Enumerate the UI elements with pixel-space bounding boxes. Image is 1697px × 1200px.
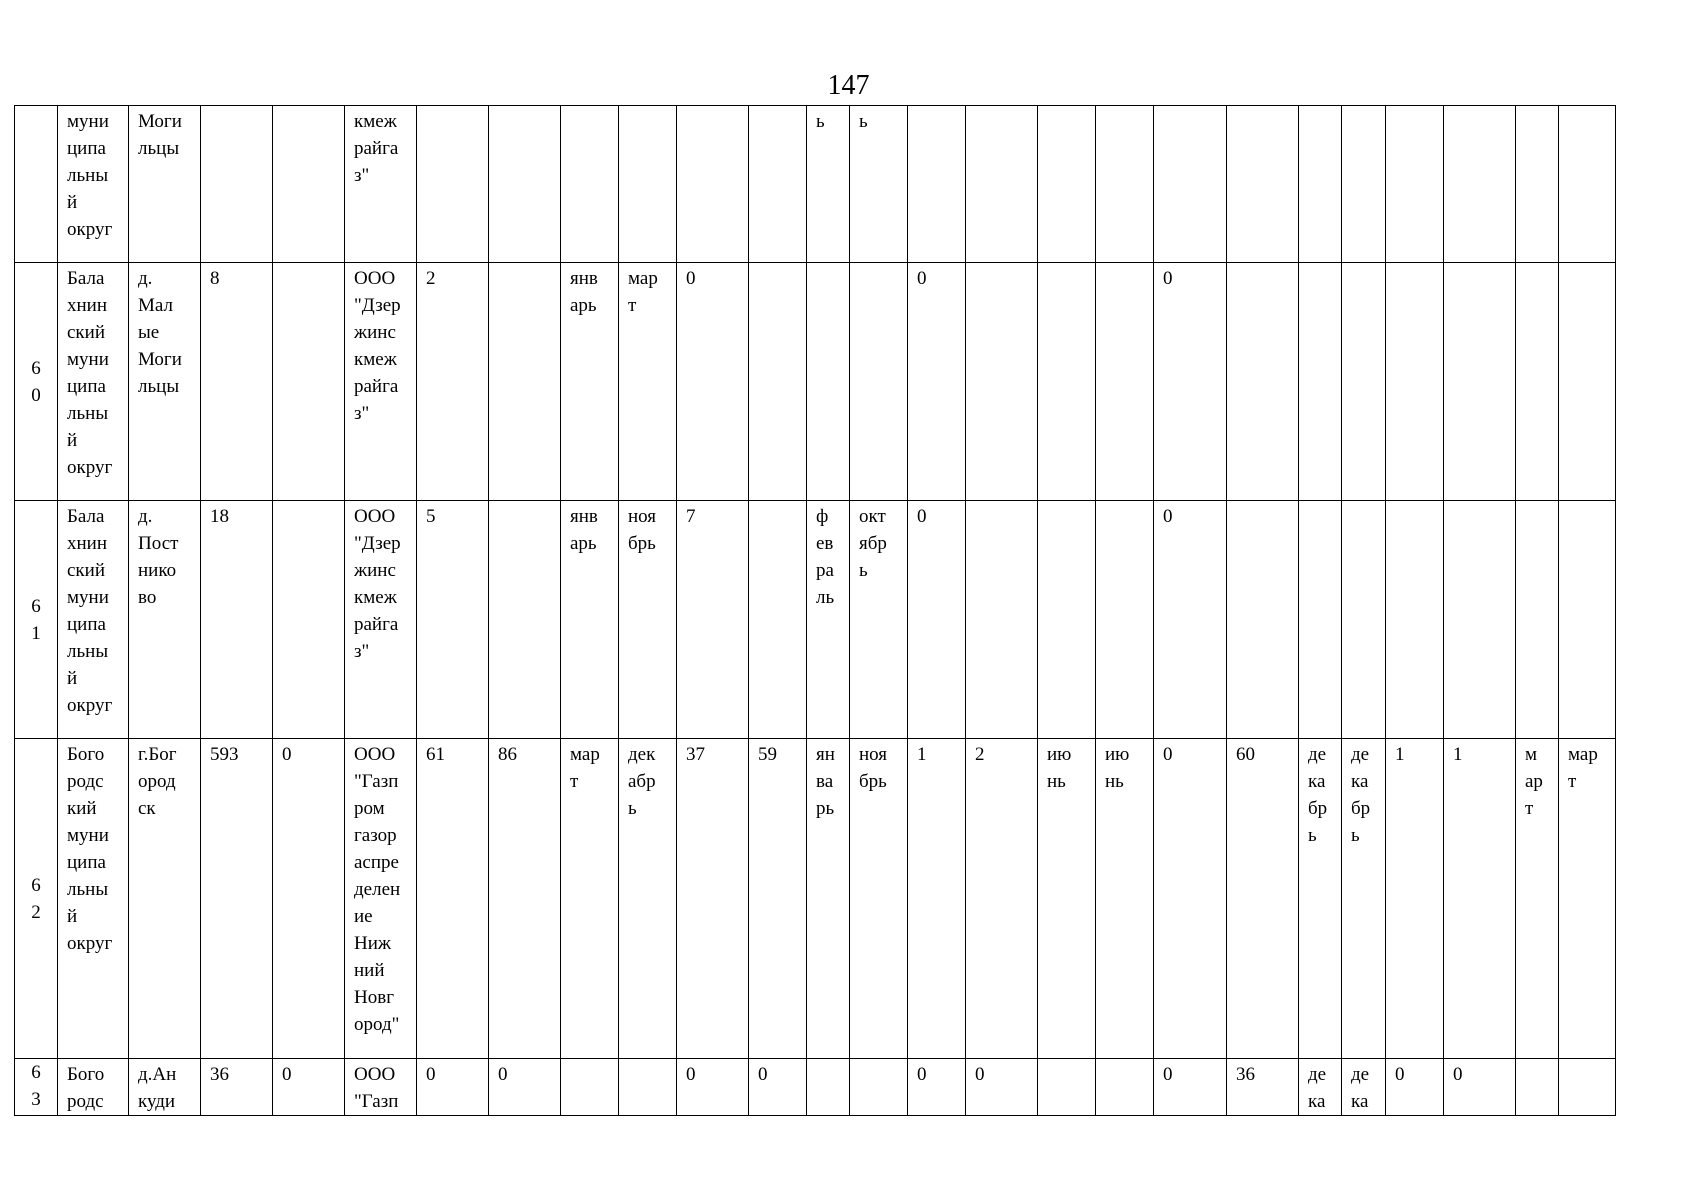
table-cell: Бого родс кий муни ципа льны й округ xyxy=(58,739,129,1059)
table-cell xyxy=(1227,106,1299,263)
table-cell: 0 xyxy=(908,501,966,739)
table-cell xyxy=(677,106,749,263)
table-cell xyxy=(619,106,677,263)
table-cell xyxy=(1444,501,1516,739)
table-cell xyxy=(1444,263,1516,501)
table-cell xyxy=(1342,501,1386,739)
table-row xyxy=(15,739,1616,1059)
table-cell: 0 xyxy=(966,1059,1038,1116)
table-cell: 593 xyxy=(201,739,273,1059)
table-cell xyxy=(1386,501,1444,739)
table-cell xyxy=(1096,1059,1154,1116)
table-cell: 0 xyxy=(1386,1059,1444,1116)
table-row xyxy=(15,1059,1616,1116)
table-cell: 0 xyxy=(273,1059,345,1116)
table-cell: 1 xyxy=(1386,739,1444,1059)
table-cell: 0 xyxy=(273,739,345,1059)
table-cell: ноя брь xyxy=(850,739,908,1059)
table-cell: ООО "Дзер жинс кмеж райга з" xyxy=(345,501,417,739)
table-cell xyxy=(807,1059,850,1116)
table-cell: ь xyxy=(850,106,908,263)
table-cell: мар т xyxy=(1559,739,1616,1059)
table-cell xyxy=(1227,263,1299,501)
table-cell: 0 xyxy=(677,1059,749,1116)
table-cell xyxy=(1516,106,1559,263)
table-cell: ООО "Газп ром газор аспре делен ие Ниж ний Новг ород" xyxy=(345,739,417,1059)
table-cell xyxy=(1038,106,1096,263)
page-number: 147 xyxy=(827,70,870,101)
table-cell xyxy=(1516,501,1559,739)
table-cell xyxy=(561,1059,619,1116)
table-cell xyxy=(201,106,273,263)
table-cell: кмеж райга з" xyxy=(345,106,417,263)
table-cell xyxy=(1559,1059,1616,1116)
table-cell: д. Мал ые Моги льцы xyxy=(129,263,201,501)
table-cell xyxy=(749,501,807,739)
table-cell xyxy=(1227,501,1299,739)
table-cell xyxy=(807,263,850,501)
table-cell: 1 xyxy=(908,739,966,1059)
table-cell xyxy=(1342,263,1386,501)
table-cell: де ка xyxy=(1342,1059,1386,1116)
table-cell: ноя брь xyxy=(619,501,677,739)
table-cell: де ка xyxy=(1299,1059,1342,1116)
table-cell xyxy=(966,106,1038,263)
table-cell xyxy=(1386,263,1444,501)
table-cell: д. Пост нико во xyxy=(129,501,201,739)
table-cell: 60 xyxy=(1227,739,1299,1059)
table-cell xyxy=(1096,501,1154,739)
table-cell: 0 xyxy=(908,263,966,501)
table-cell: 0 xyxy=(908,1059,966,1116)
table-cell: муни ципа льны й округ xyxy=(58,106,129,263)
table-cell xyxy=(966,263,1038,501)
table-cell: 0 xyxy=(1154,263,1227,501)
table-cell xyxy=(273,501,345,739)
table-cell xyxy=(561,106,619,263)
table-cell xyxy=(1559,263,1616,501)
table-cell: 36 xyxy=(201,1059,273,1116)
table-cell: Бала хнин ский муни ципа льны й округ xyxy=(58,263,129,501)
table-cell: 0 xyxy=(1154,1059,1227,1116)
table-cell: 1 xyxy=(1444,739,1516,1059)
table-cell xyxy=(749,263,807,501)
table-cell xyxy=(749,106,807,263)
table-cell: 59 xyxy=(749,739,807,1059)
table-cell xyxy=(1299,106,1342,263)
table-cell: мар т xyxy=(561,739,619,1059)
row-number-cell: 6 3 xyxy=(15,1059,58,1116)
table-cell: мар т xyxy=(619,263,677,501)
table-cell xyxy=(1386,106,1444,263)
table-cell xyxy=(1154,106,1227,263)
table-cell xyxy=(273,263,345,501)
table-cell xyxy=(1299,501,1342,739)
table-cell: 0 xyxy=(1154,739,1227,1059)
table-cell: Моги льцы xyxy=(129,106,201,263)
table-cell xyxy=(1516,263,1559,501)
table-row xyxy=(15,106,1616,263)
table-cell: 5 xyxy=(417,501,489,739)
table-cell: де ка бр ь xyxy=(1342,739,1386,1059)
table-cell xyxy=(908,106,966,263)
table-cell xyxy=(850,1059,908,1116)
table-cell xyxy=(417,106,489,263)
table-cell: 0 xyxy=(1444,1059,1516,1116)
table-cell: 36 xyxy=(1227,1059,1299,1116)
row-number-cell: 6 0 xyxy=(15,263,58,501)
table-cell xyxy=(1096,106,1154,263)
table-cell xyxy=(489,263,561,501)
table-cell: м ар т xyxy=(1516,739,1559,1059)
table-cell xyxy=(1038,501,1096,739)
row-number-cell: 6 2 xyxy=(15,739,58,1059)
table-cell: ян ва рь xyxy=(807,739,850,1059)
table-cell xyxy=(489,106,561,263)
table-cell: ь xyxy=(807,106,850,263)
table-cell xyxy=(273,106,345,263)
table-cell: окт ябр ь xyxy=(850,501,908,739)
table-cell: 37 xyxy=(677,739,749,1059)
table-cell: 8 xyxy=(201,263,273,501)
row-number-cell xyxy=(15,106,58,263)
table-cell: янв арь xyxy=(561,501,619,739)
table-cell: 0 xyxy=(677,263,749,501)
table-cell: Бого родс xyxy=(58,1059,129,1116)
table-cell: 0 xyxy=(1154,501,1227,739)
table-cell xyxy=(1559,501,1616,739)
table-cell: ООО "Газп xyxy=(345,1059,417,1116)
data-table xyxy=(14,105,1616,1116)
table-cell xyxy=(1559,106,1616,263)
table-cell: дек абр ь xyxy=(619,739,677,1059)
table-cell: ию нь xyxy=(1038,739,1096,1059)
table-cell: ф ев ра ль xyxy=(807,501,850,739)
table-cell: 7 xyxy=(677,501,749,739)
table-row xyxy=(15,263,1616,501)
table-cell: 0 xyxy=(489,1059,561,1116)
table-cell: 2 xyxy=(966,739,1038,1059)
table-cell: Бала хнин ский муни ципа льны й округ xyxy=(58,501,129,739)
table-cell: 86 xyxy=(489,739,561,1059)
row-number-cell: 6 1 xyxy=(15,501,58,739)
table-cell: г.Бог ород ск xyxy=(129,739,201,1059)
table-cell xyxy=(1444,106,1516,263)
table-cell xyxy=(489,501,561,739)
table-cell xyxy=(850,263,908,501)
table-cell: де ка бр ь xyxy=(1299,739,1342,1059)
table-cell xyxy=(1038,1059,1096,1116)
table-cell: д.Ан куди xyxy=(129,1059,201,1116)
table-cell: 2 xyxy=(417,263,489,501)
table-cell: 61 xyxy=(417,739,489,1059)
table-cell xyxy=(966,501,1038,739)
table-cell: янв арь xyxy=(561,263,619,501)
table-cell: 18 xyxy=(201,501,273,739)
table-cell xyxy=(1299,263,1342,501)
table-cell xyxy=(1096,263,1154,501)
table-cell: ООО "Дзер жинс кмеж райга з" xyxy=(345,263,417,501)
table-cell xyxy=(619,1059,677,1116)
table-cell: ию нь xyxy=(1096,739,1154,1059)
table-cell: 0 xyxy=(417,1059,489,1116)
table-row xyxy=(15,501,1616,739)
table-cell xyxy=(1038,263,1096,501)
table-cell xyxy=(1516,1059,1559,1116)
table-cell xyxy=(1342,106,1386,263)
table-cell: 0 xyxy=(749,1059,807,1116)
